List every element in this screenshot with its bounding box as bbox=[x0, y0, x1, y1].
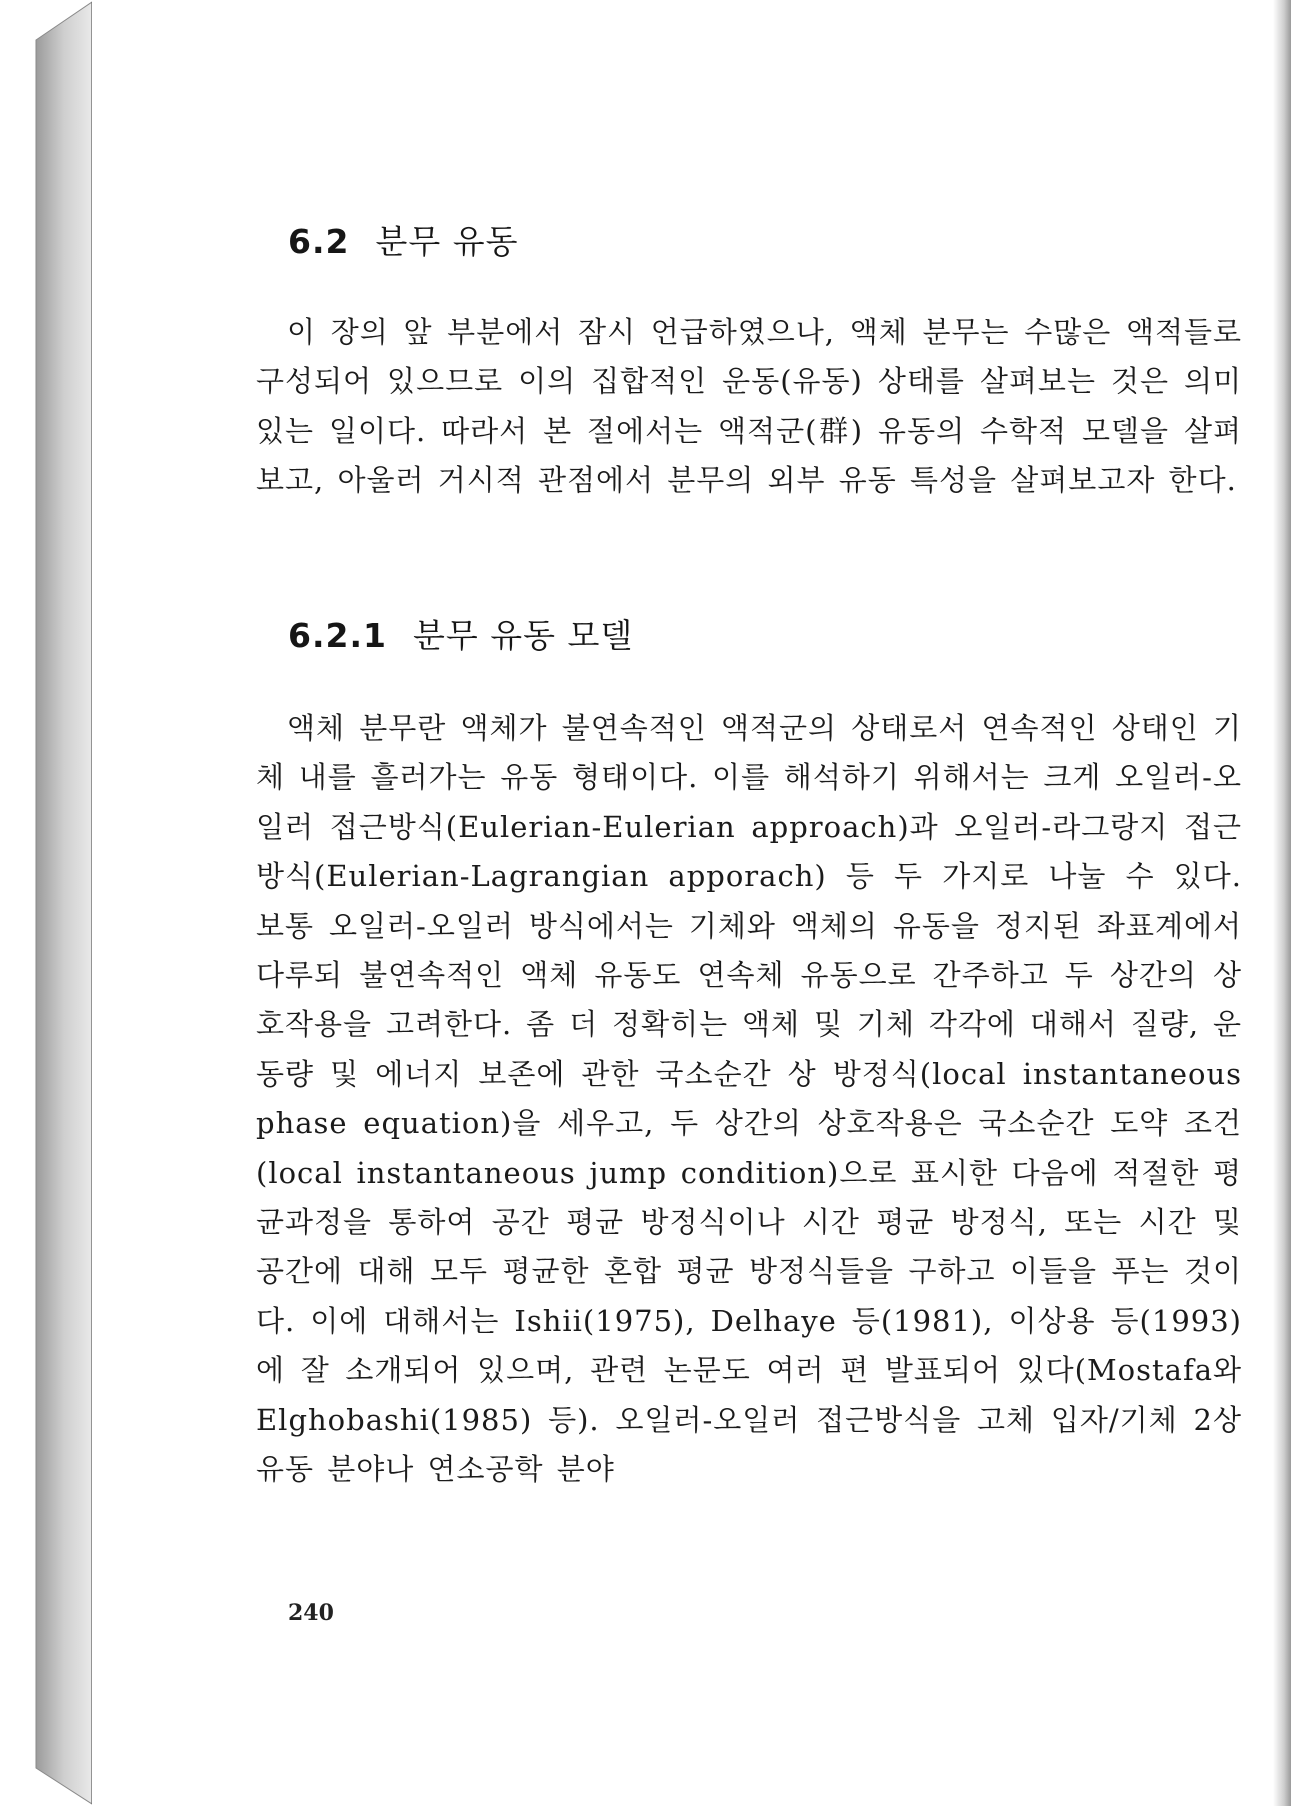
subsection-title: 분무 유동 모델 bbox=[412, 616, 634, 655]
section-heading bbox=[288, 216, 518, 263]
page-number: 240 bbox=[288, 1600, 334, 1626]
intro-paragraph: 이 장의 앞 부분에서 잠시 언급하였으나, 액체 분무는 수많은 액적들로 구성되어 있으므로 이의 집합적인 운동(유동) 상태를 살펴보는 것은 의미있는 일이다. 따라서 본 절에서는 액적군(群) 유동의 수학적 모델을 살펴보고, 아울러 거시적 관점에서 분무의 외부 유동 특성을 살펴보고자 한다. bbox=[256, 315, 1242, 498]
page-right-shadow bbox=[1273, 0, 1291, 1806]
subsection-heading bbox=[288, 610, 633, 657]
book-page bbox=[92, 0, 1273, 1806]
book-spine-edge bbox=[0, 0, 92, 1806]
subsection-number: 6.2.1 bbox=[288, 616, 387, 655]
section-title: 분무 유동 bbox=[375, 222, 519, 261]
section-number: 6.2 bbox=[288, 222, 350, 261]
body-paragraph: 액체 분무란 액체가 불연속적인 액적군의 상태로서 연속적인 상태인 기체 내를 흘러가는 유동 형태이다. 이를 해석하기 위해서는 크게 오일러-오일러 접근방식(Eulerian-Eulerian approach)과 오일러-라그랑지 접근방식(Eulerian-Lagrangian apporach) 등 두 가지로 나눌 수 있다. 보통 오일러-오일러 방식에서는 기체와 액체의 유동을 정지된 좌표계에서 다루되 불연속적인 액체 유동도 연속체 유동으로 간주하고 두 상간의 상호작용을 고려한다. 좀 더 정확히는 액체 및 기체 각각에 대해서 질량, 운동량 및 에너지 보존에 관한 국소순간 상 방정식(local instantaneous phase equation)을 세우고, 두 상간의 상호작용은 국소순간 도약 조건(local instantaneous jump condition)으로 표시한 다음에 적절한 평균과정을 통하여 공간 평균 방정식이나 시간 평균 방정식, 또는 시간 및 공간에 대해 모두 평균한 혼합 평균 방정식들을 구하고 이들을 푸는 것이다. 이에 대해서는 Ishii(1975), Delhaye 등(1981), 이상용 등(1993)에 잘 소개되어 있으며, 관련 논문도 여러 편 발표되어 있다(Mostafa와 Elghobashi(1985) 등). 오일러-오일러 접근방식을 고체 입자/기체 2상유동 분야나 연소공학 분야 bbox=[256, 711, 1242, 1487]
